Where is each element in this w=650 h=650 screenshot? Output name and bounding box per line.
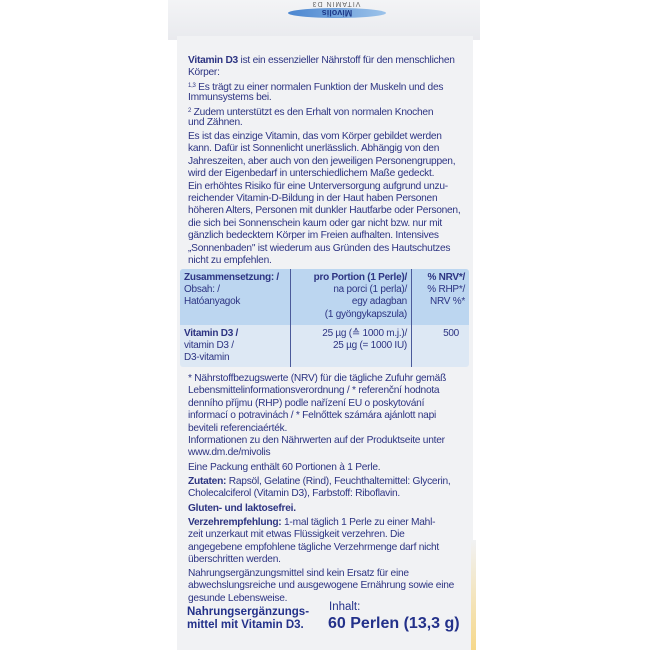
- intro-lead: ist ein essenzieller Nährstoff für den menschlichen: [237, 55, 455, 66]
- row-nrv-value: 500: [443, 328, 459, 339]
- row-nutrient: Vitamin D3 / vitamin D3 / D3-vitamin: [184, 328, 239, 364]
- brand-logo: Mivolis: [288, 8, 386, 18]
- claim-line: Zudem unterstützt es den Erhalt von normalen Knochen: [191, 106, 434, 118]
- product-type: Nahrungsergänzungs- mittel mit Vitamin D3.: [187, 606, 310, 631]
- column-divider: [411, 269, 412, 367]
- content-label: Inhalt:: [329, 601, 361, 613]
- info-line: gänzlich bedecktem Körper im Freien aufhalten. Intensives: [188, 230, 439, 242]
- recommendation: Verzehrempfehlung: 1-mal täglich 1 Perle zu einer Mahl- zeit unzerkaut mit etwas Flüssigkeit verzehren. Die angegebene empfohlene tägliche Verzehrmenge darf nicht überschritten werden.: [188, 517, 439, 566]
- info-line: die sich bei Sonnenschein kaum oder gar nicht bzw. nur mit: [188, 217, 442, 229]
- info-line: reichender Vitamin-D-Bildung in der Haut haben Personen: [188, 192, 438, 204]
- info-line: kann. Dafür ist Sonnenlicht unerlässlich. Abhängig von den: [188, 143, 440, 155]
- box-top-flap: [168, 0, 480, 40]
- intro-lead-bold: Vitamin D3: [188, 55, 238, 66]
- footnote-ref: 1,3: [188, 82, 196, 89]
- claim-line: und Zähnen.: [188, 116, 243, 128]
- intro-text: [188, 55, 478, 129]
- ingredients: Zutaten: Rapsöl, Gelatine (Rind), Feuchthaltemittel: Glycerin, Cholecalciferol (Vitamin D3), Farbstoff: Riboflavin.: [188, 476, 451, 500]
- header-nrv: % NRV*/ % RHP*/ NRV %*: [427, 272, 465, 308]
- free-from: Gluten- und laktosefrei.: [188, 503, 296, 514]
- info-line: höheren Alters, Personen mit dunkler Hautfarbe oder Personen,: [188, 205, 461, 217]
- logo-subtitle: VITAMIN D3: [311, 0, 361, 7]
- info-line: Jahreszeiten, aber auch von den jeweiligen Personengruppen,: [188, 155, 456, 167]
- header-composition: Zusammensetzung: / Obsah: / Hatóanyagok: [184, 272, 279, 308]
- intro-line: Körper:: [188, 67, 220, 79]
- info-line: wird der Eigenbedarf in unterschiedlichem Maße gedeckt.: [188, 168, 435, 180]
- info-paragraph: [188, 131, 478, 267]
- package-info: Eine Packung enthält 60 Portionen à 1 Perle.: [188, 462, 381, 473]
- nutrition-info: Informationen zu den Nährwerten auf der Produktseite unter www.dm.de/mivolis: [188, 435, 445, 459]
- nutrition-table: [180, 269, 469, 367]
- row-amount: 25 µg (≙ 1000 m.j.)/ 25 µg (= 1000 IU): [322, 328, 407, 352]
- info-line: „Sonnenbaden" ist wiederum aus Gründen des Hautschutzes: [188, 242, 451, 254]
- claim-line: Immunsystems bei.: [188, 92, 272, 104]
- header-per-portion: pro Portion (1 Perle)/ na porci (1 perla)/ egy adagban (1 gyöngykapszula): [313, 272, 407, 320]
- content-value: 60 Perlen (13,3 g): [328, 615, 460, 632]
- footnote-ref: 2: [188, 107, 192, 114]
- info-line: Es ist das einzige Vitamin, das vom Körper gebildet werden: [188, 131, 442, 142]
- column-divider: [290, 269, 291, 367]
- footnote: * Nährstoffbezugswerte (NRV) für die tägliche Zufuhr gemäß Lebensmittelinformationsverordnung / * referenční hodnota denního příjmu (RHP) podle nařízení EU o poskytování informací o potravinách / * Felnőttek számára ajánlott napi beviteli referenciaérték.: [188, 373, 447, 434]
- info-line: Ein erhöhtes Risiko für eine Unterversorgung aufgrund unzu-: [188, 180, 448, 192]
- claim-line: Es trägt zu einer normalen Funktion der Muskeln und des: [195, 81, 444, 93]
- disclaimer: Nahrungsergänzungsmittel sind kein Ersatz für eine abwechslungsreiche und ausgewogene Ernährung sowie eine gesunde Lebensweise.: [188, 568, 455, 604]
- info-line: nicht zu empfehlen.: [188, 254, 272, 266]
